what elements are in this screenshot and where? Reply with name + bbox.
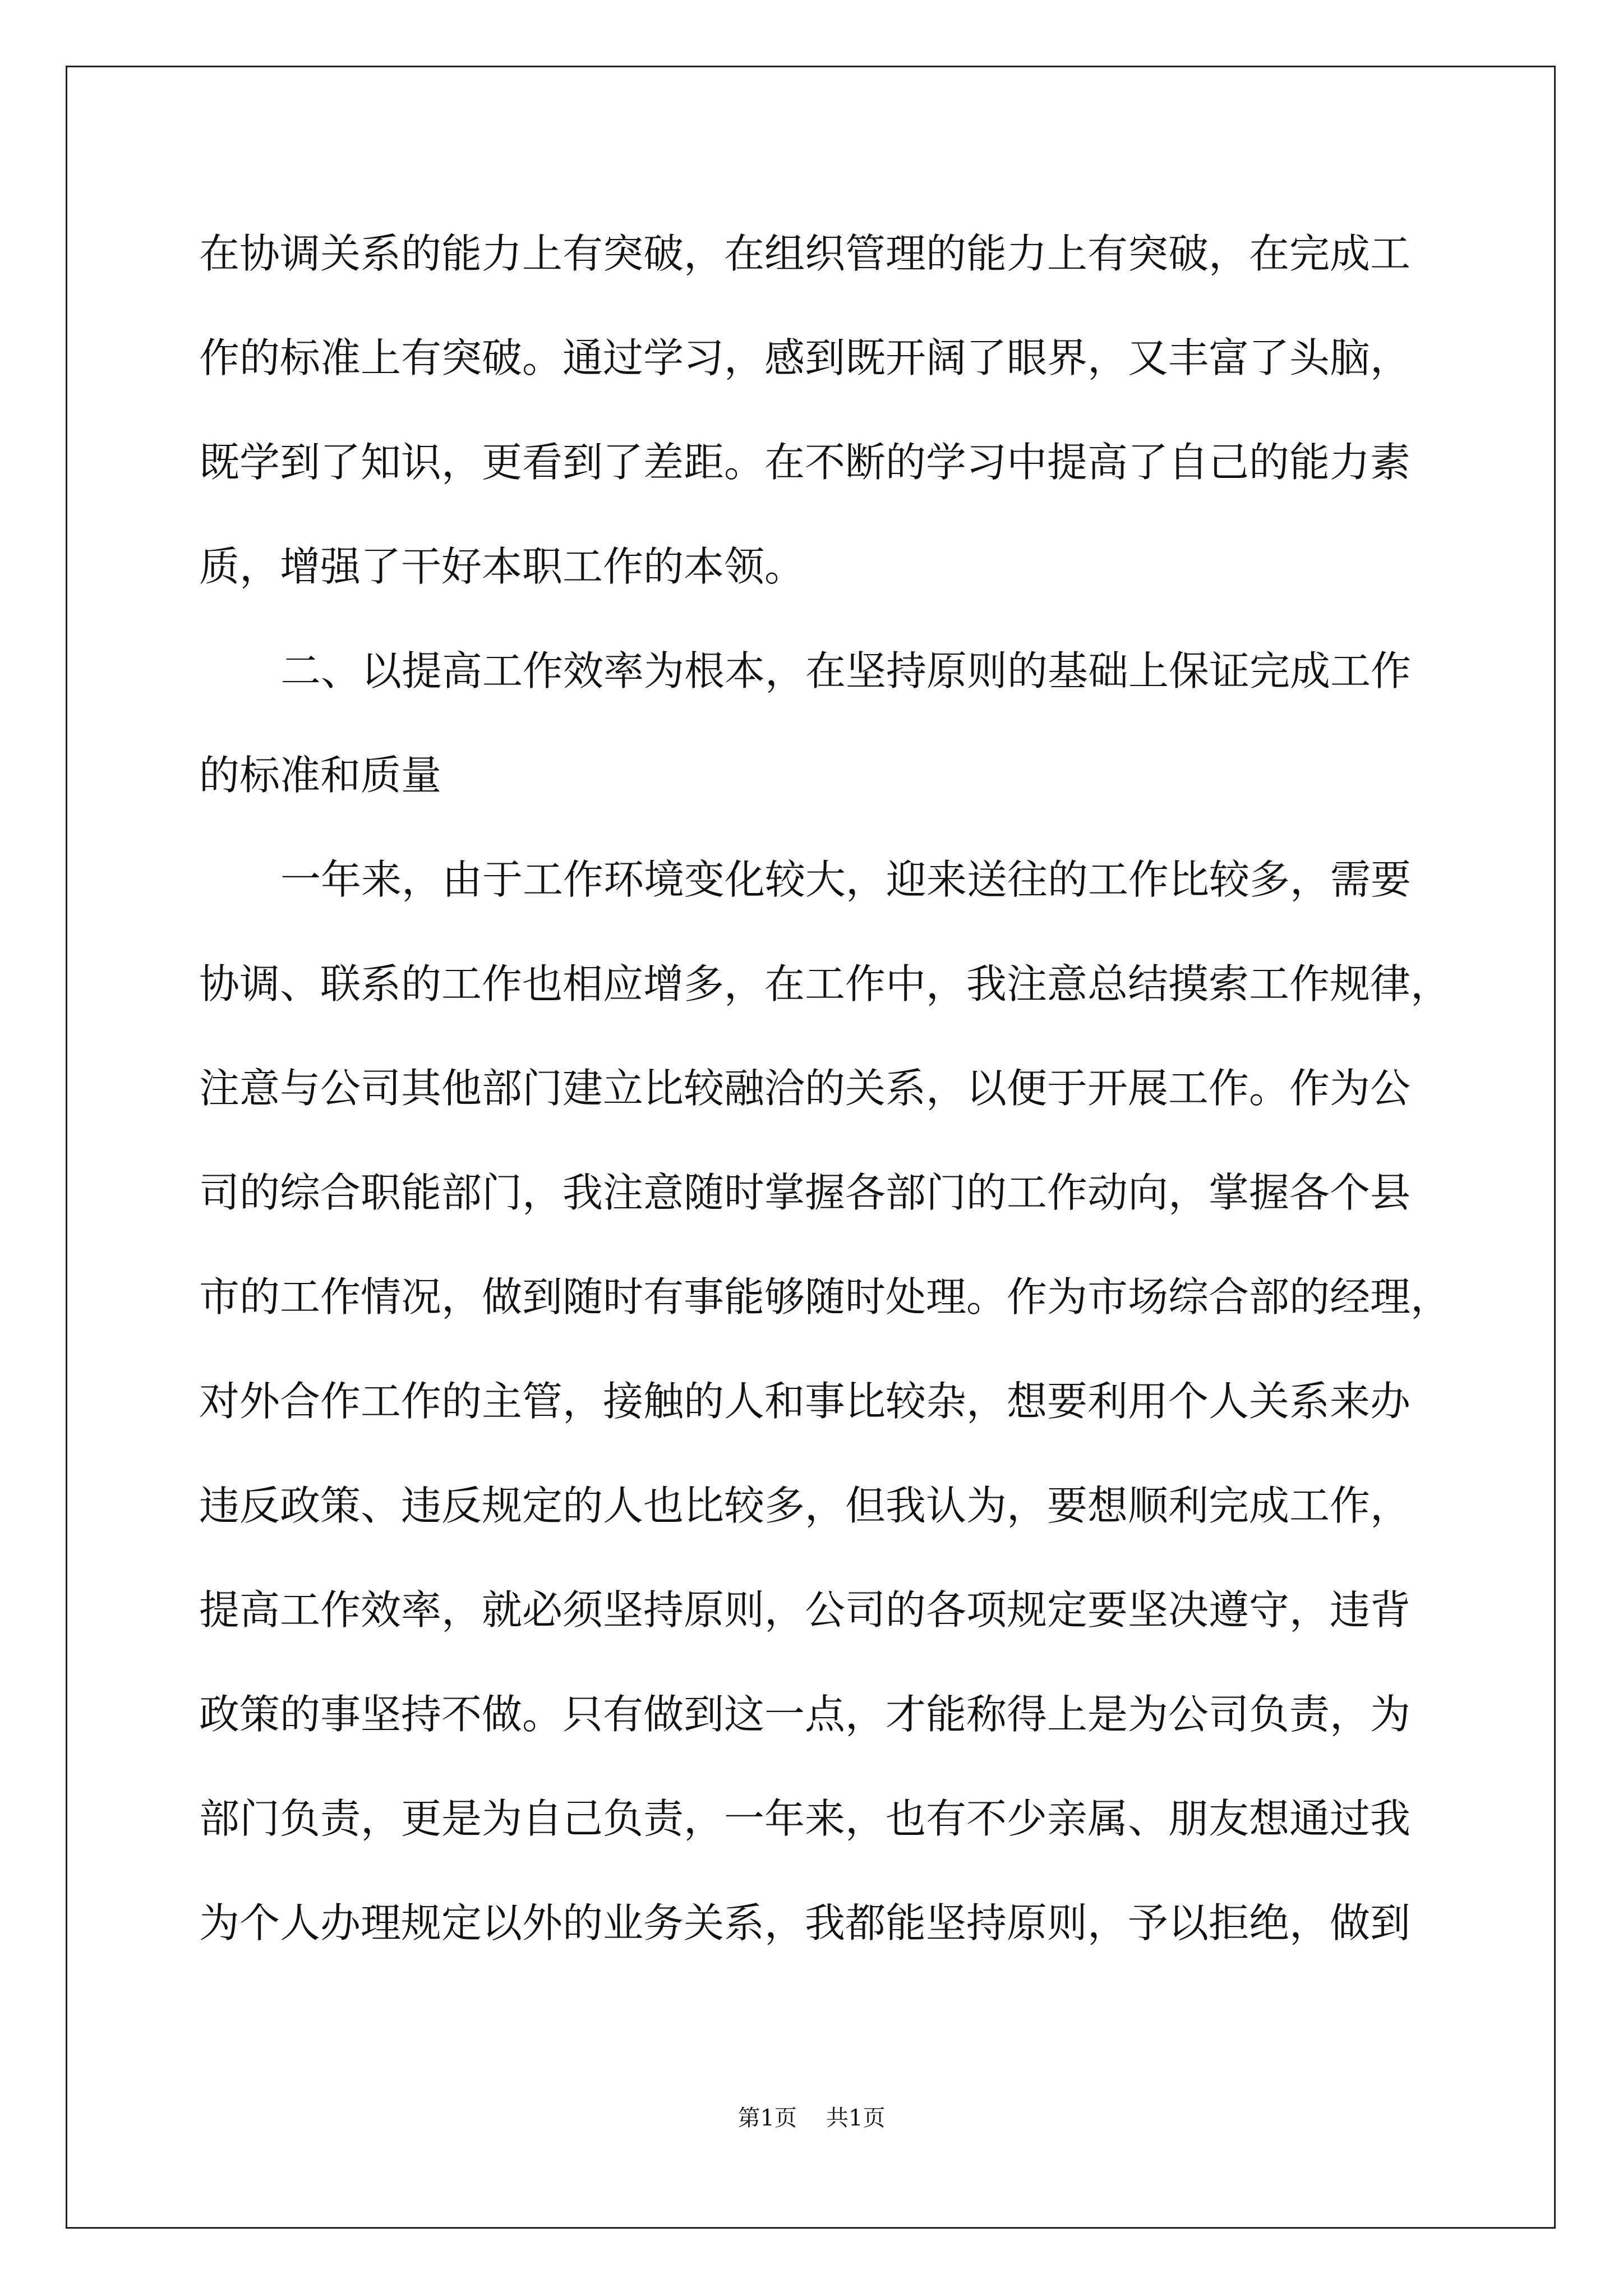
body-line: 一年来，由于工作环境变化较大，迎来送往的工作比较多，需要: [280, 856, 1412, 903]
body-line: 质，增强了干好本职工作的本领。: [199, 543, 805, 590]
body-line: 违反政策、违反规定的人也比较多，但我认为，要想顺利完成工作，: [199, 1482, 1411, 1529]
body-line: 政策的事坚持不做。只有做到这一点，才能称得上是为公司负责，为: [199, 1691, 1411, 1738]
body-line: 为个人办理规定以外的业务关系，我都能坚持原则，予以拒绝，做到: [199, 1899, 1411, 1947]
body-line: 既学到了知识，更看到了差距。在不断的学习中提高了自己的能力素: [199, 439, 1411, 486]
body-line: 协调、联系的工作也相应增多，在工作中，我注意总结摸索工作规律，: [199, 960, 1451, 1007]
page-number-total: 共1页: [826, 2105, 886, 2131]
body-line: 部门负责，更是为自己负责，一年来，也有不少亲属、朋友想通过我: [199, 1795, 1411, 1842]
page-number-current: 第1页: [737, 2105, 797, 2131]
page-footer: [0, 2102, 1623, 2134]
section-heading-line: 二、以提高工作效率为根本，在坚持原则的基础上保证完成工作: [280, 647, 1412, 694]
body-line: 作的标准上有突破。通过学习，感到既开阔了眼界，又丰富了头脑，: [199, 334, 1411, 381]
body-line: 在协调关系的能力上有突破，在组织管理的能力上有突破，在完成工: [199, 230, 1411, 277]
body-line: 对外合作工作的主管，接触的人和事比较杂，想要利用个人关系来办: [199, 1378, 1411, 1425]
body-line: 市的工作情况，做到随时有事能够随时处理。作为市场综合部的经理，: [199, 1273, 1451, 1320]
body-line: 提高工作效率，就必须坚持原则，公司的各项规定要坚决遵守，违背: [199, 1586, 1411, 1634]
section-heading-line: 的标准和质量: [199, 752, 442, 799]
body-line: 司的综合职能部门，我注意随时掌握各部门的工作动向，掌握各个县: [199, 1169, 1411, 1216]
body-line: 注意与公司其他部门建立比较融洽的关系，以便于开展工作。作为公: [199, 1065, 1411, 1112]
